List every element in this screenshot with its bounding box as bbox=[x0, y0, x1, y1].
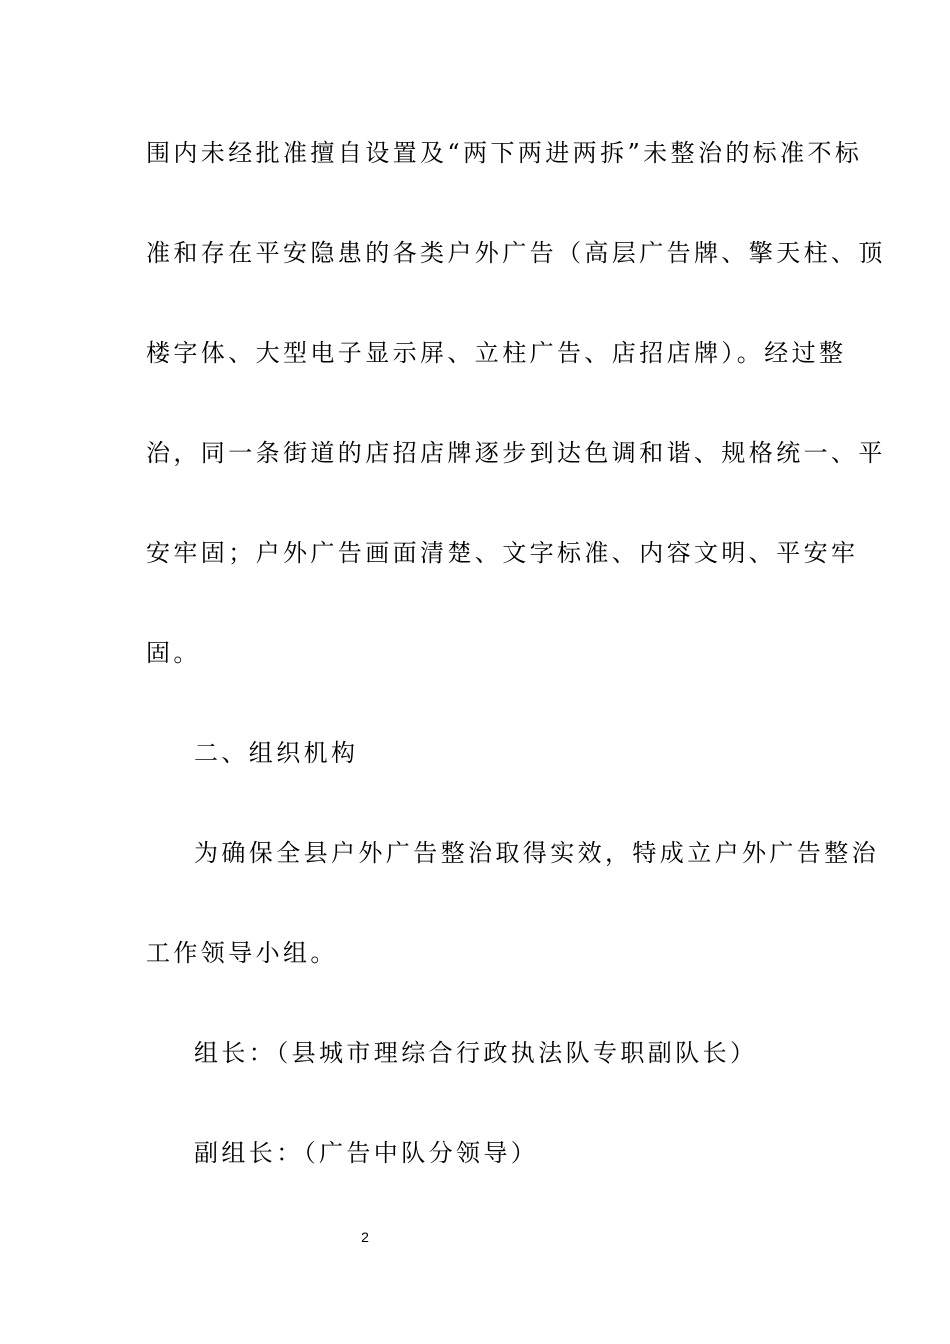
leader-line: 组长：（县城市理综合行政执法队专职副队长） bbox=[194, 1039, 758, 1067]
deputy-leader-line: 副组长：（广告中队分领导） bbox=[194, 1139, 539, 1167]
paragraph-line-3: 楼字体、大型电子显示屏、立柱广告、店招店牌）。经过整 bbox=[146, 339, 847, 367]
section-heading: 二、组织机构 bbox=[194, 739, 359, 767]
page-number: 2 bbox=[361, 1229, 369, 1245]
paragraph-line-5: 安牢固；户外广告画面清楚、文字标准、内容文明、平安牢 bbox=[146, 539, 859, 567]
paragraph-line-2: 准和存在平安隐患的各类户外广告（高层广告牌、擎天柱、顶 bbox=[146, 239, 886, 267]
paragraph-line-6: 固。 bbox=[146, 639, 201, 667]
organization-paragraph-line-1: 为确保全县户外广告整治取得实效，特成立户外广告整治 bbox=[194, 839, 879, 867]
paragraph-line-1: 围内未经批准擅自设置及“两下两进两拆”未整治的标准不标 bbox=[146, 139, 863, 167]
organization-paragraph-line-2: 工作领导小组。 bbox=[146, 939, 338, 967]
paragraph-line-4: 治，同一条街道的店招店牌逐步到达色调和谐、规格统一、平 bbox=[146, 439, 886, 467]
